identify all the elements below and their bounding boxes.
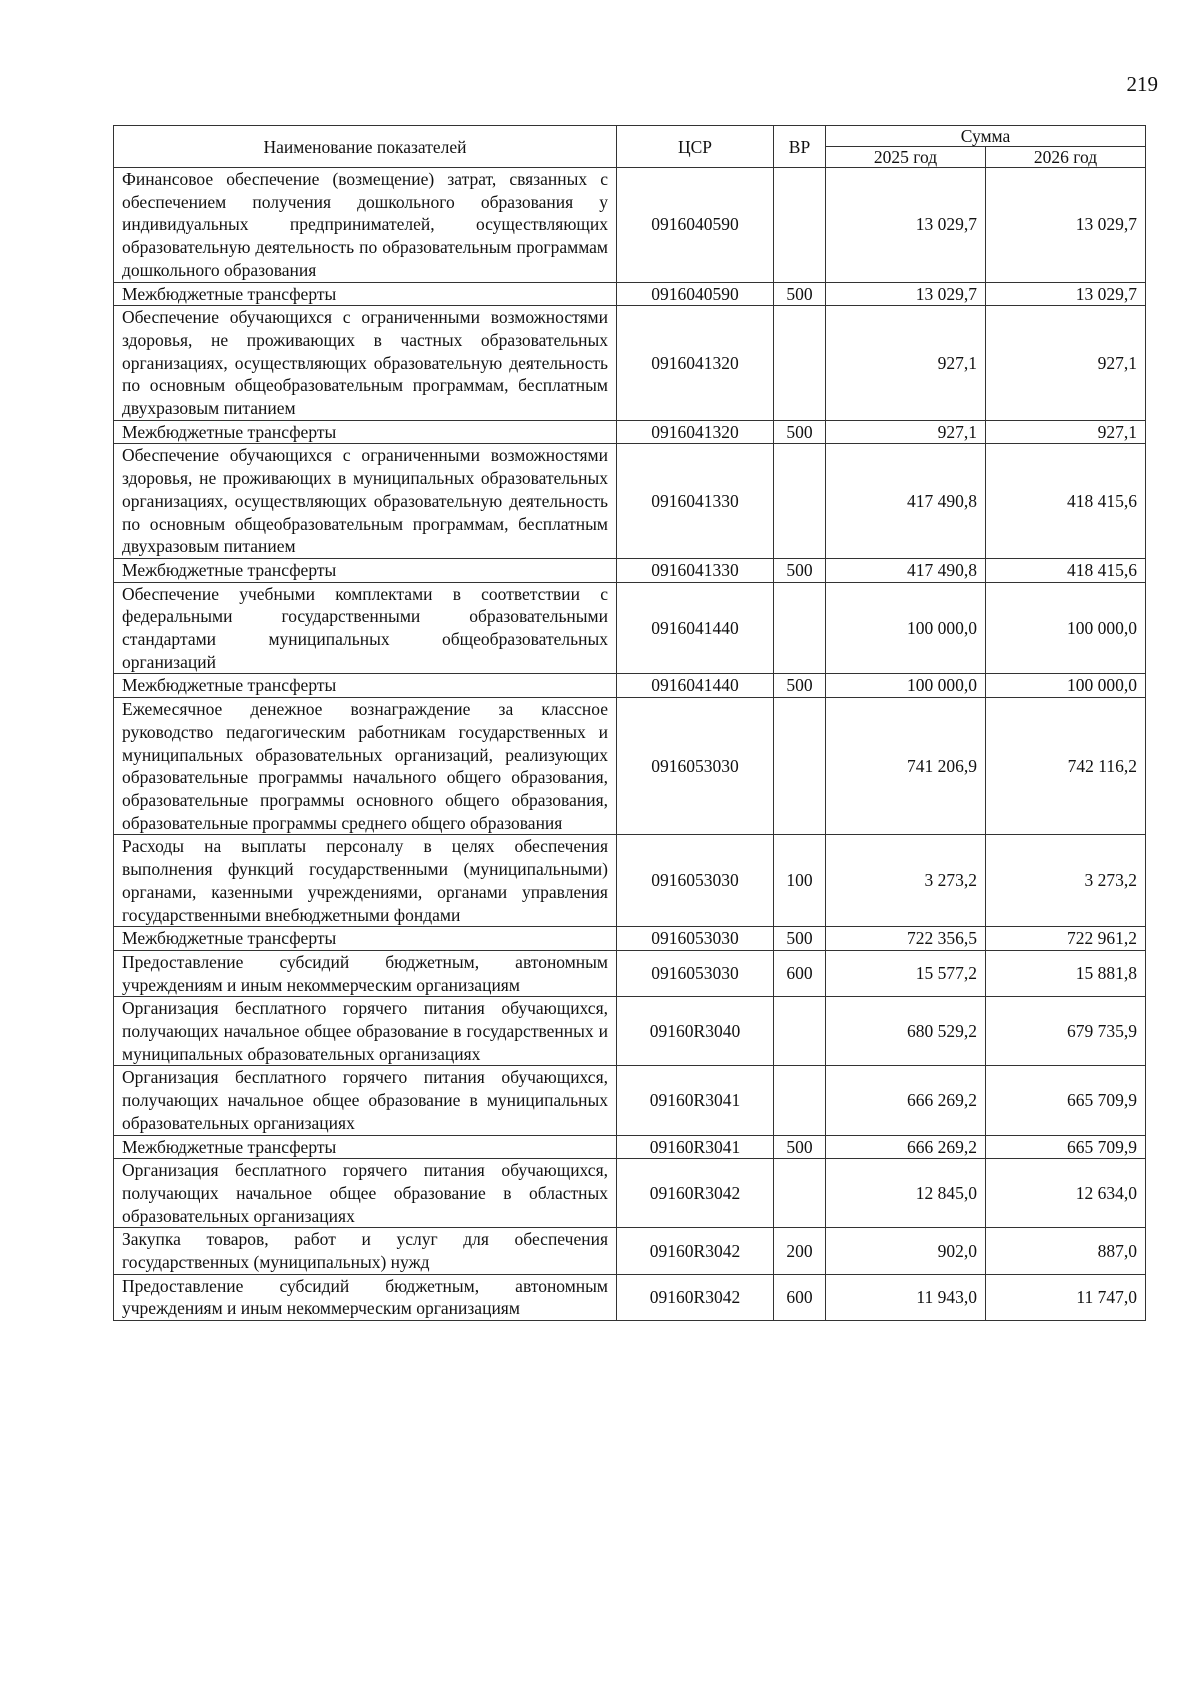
page-number: 219 xyxy=(1126,72,1158,96)
row-vr: 500 xyxy=(774,558,826,582)
row-csr: 0916040590 xyxy=(617,168,774,283)
row-name: Расходы на выплаты персоналу в целях обеспечения выполнения функций государственными (муниципальными) органами, казенными учреждениями, органами управления государственными внебюджетными фондами xyxy=(114,835,617,927)
row-name: Обеспечение обучающихся с ограниченными возможностями здоровья, не проживающих в частных образовательных организациях, осуществляющих образовательную деятельность по основным общеобразовательным программам, бесплатным двухразовым питанием xyxy=(114,306,617,421)
row-sum-2026: 927,1 xyxy=(986,306,1146,421)
row-sum-2025: 13 029,7 xyxy=(826,282,986,306)
row-sum-2025: 722 356,5 xyxy=(826,927,986,951)
row-sum-2025: 13 029,7 xyxy=(826,168,986,283)
budget-table xyxy=(113,125,1146,1321)
row-sum-2026: 887,0 xyxy=(986,1228,1146,1274)
row-name: Обеспечение обучающихся с ограниченными возможностями здоровья, не проживающих в муниципальных образовательных организациях, осуществляющих образовательную деятельность по основным общеобразовательным программам, бесплатным двухразовым питанием xyxy=(114,444,617,559)
row-name: Межбюджетные трансферты xyxy=(114,420,617,444)
row-name: Межбюджетные трансферты xyxy=(114,1135,617,1159)
row-csr: 0916053030 xyxy=(617,950,774,996)
row-csr: 0916040590 xyxy=(617,282,774,306)
row-name: Межбюджетные трансферты xyxy=(114,674,617,698)
row-sum-2025: 417 490,8 xyxy=(826,444,986,559)
row-sum-2025: 666 269,2 xyxy=(826,1135,986,1159)
row-csr: 0916041320 xyxy=(617,306,774,421)
table-row xyxy=(114,1274,1146,1320)
header-name: Наименование показателей xyxy=(114,126,617,168)
header-csr: ЦСР xyxy=(617,126,774,168)
row-vr: 200 xyxy=(774,1228,826,1274)
row-sum-2025: 100 000,0 xyxy=(826,674,986,698)
row-vr xyxy=(774,306,826,421)
row-sum-2026: 11 747,0 xyxy=(986,1274,1146,1320)
row-csr: 09160R3041 xyxy=(617,1135,774,1159)
row-csr: 09160R3041 xyxy=(617,1066,774,1135)
table-row xyxy=(114,420,1146,444)
table-row xyxy=(114,1159,1146,1228)
row-sum-2025: 12 845,0 xyxy=(826,1159,986,1228)
row-vr xyxy=(774,698,826,835)
row-name: Обеспечение учебными комплектами в соответствии с федеральными государственными образовательными стандартами муниципальных общеобразовательных организаций xyxy=(114,582,617,674)
row-sum-2025: 15 577,2 xyxy=(826,950,986,996)
table-row xyxy=(114,1228,1146,1274)
row-sum-2026: 927,1 xyxy=(986,420,1146,444)
row-csr: 0916041330 xyxy=(617,558,774,582)
table-row xyxy=(114,282,1146,306)
table-row xyxy=(114,927,1146,951)
row-vr: 500 xyxy=(774,674,826,698)
row-name: Межбюджетные трансферты xyxy=(114,282,617,306)
row-vr: 600 xyxy=(774,1274,826,1320)
table-row xyxy=(114,1135,1146,1159)
row-vr: 500 xyxy=(774,927,826,951)
row-sum-2025: 927,1 xyxy=(826,306,986,421)
row-csr: 09160R3042 xyxy=(617,1274,774,1320)
row-csr: 0916053030 xyxy=(617,835,774,927)
table-row xyxy=(114,306,1146,421)
row-sum-2026: 679 735,9 xyxy=(986,997,1146,1066)
header-vr: ВР xyxy=(774,126,826,168)
row-csr: 0916041330 xyxy=(617,444,774,559)
row-vr xyxy=(774,444,826,559)
row-vr xyxy=(774,1159,826,1228)
table-row xyxy=(114,698,1146,835)
row-name: Предоставление субсидий бюджетным, автономным учреждениям и иным некоммерческим организациям xyxy=(114,950,617,996)
table-row xyxy=(114,835,1146,927)
row-sum-2026: 12 634,0 xyxy=(986,1159,1146,1228)
row-sum-2025: 680 529,2 xyxy=(826,997,986,1066)
row-sum-2026: 100 000,0 xyxy=(986,674,1146,698)
table-row xyxy=(114,997,1146,1066)
row-sum-2025: 666 269,2 xyxy=(826,1066,986,1135)
row-sum-2026: 418 415,6 xyxy=(986,444,1146,559)
table-row xyxy=(114,444,1146,559)
table-row xyxy=(114,1066,1146,1135)
row-vr xyxy=(774,1066,826,1135)
row-name: Межбюджетные трансферты xyxy=(114,558,617,582)
row-sum-2026: 100 000,0 xyxy=(986,582,1146,674)
row-sum-2026: 15 881,8 xyxy=(986,950,1146,996)
row-vr: 600 xyxy=(774,950,826,996)
row-vr: 500 xyxy=(774,420,826,444)
row-name: Финансовое обеспечение (возмещение) затрат, связанных с обеспечением получения дошкольного образования у индивидуальных предпринимателей, осуществляющих образовательную деятельность по образовательным программам дошкольного образования xyxy=(114,168,617,283)
row-name: Организация бесплатного горячего питания обучающихся, получающих начальное общее образование в государственных и муниципальных образовательных организациях xyxy=(114,997,617,1066)
row-vr: 500 xyxy=(774,1135,826,1159)
row-name: Предоставление субсидий бюджетным, автономным учреждениям и иным некоммерческим организациям xyxy=(114,1274,617,1320)
row-sum-2025: 100 000,0 xyxy=(826,582,986,674)
row-vr xyxy=(774,997,826,1066)
row-sum-2025: 3 273,2 xyxy=(826,835,986,927)
row-csr: 09160R3040 xyxy=(617,997,774,1066)
row-sum-2025: 11 943,0 xyxy=(826,1274,986,1320)
row-csr: 0916053030 xyxy=(617,698,774,835)
row-sum-2026: 418 415,6 xyxy=(986,558,1146,582)
header-year-2025: 2025 год xyxy=(826,147,986,168)
row-sum-2026: 13 029,7 xyxy=(986,168,1146,283)
row-name: Закупка товаров, работ и услуг для обеспечения государственных (муниципальных) нужд xyxy=(114,1228,617,1274)
table-row xyxy=(114,674,1146,698)
row-name: Организация бесплатного горячего питания обучающихся, получающих начальное общее образование в областных образовательных организациях xyxy=(114,1159,617,1228)
row-csr: 09160R3042 xyxy=(617,1228,774,1274)
row-sum-2026: 3 273,2 xyxy=(986,835,1146,927)
row-csr: 09160R3042 xyxy=(617,1159,774,1228)
header-sum: Сумма xyxy=(826,126,1146,147)
row-name: Ежемесячное денежное вознаграждение за классное руководство педагогическим работникам государственных и муниципальных образовательных организаций, реализующих образовательные программы начального общего образования, образовательные программы основного общего образования, образовательные программы среднего общего образования xyxy=(114,698,617,835)
row-vr: 500 xyxy=(774,282,826,306)
row-sum-2026: 722 961,2 xyxy=(986,927,1146,951)
table-row xyxy=(114,168,1146,283)
table-body xyxy=(114,168,1146,1321)
table-row xyxy=(114,950,1146,996)
row-csr: 0916041320 xyxy=(617,420,774,444)
row-sum-2026: 665 709,9 xyxy=(986,1135,1146,1159)
row-csr: 0916041440 xyxy=(617,674,774,698)
header-year-2026: 2026 год xyxy=(986,147,1146,168)
row-name: Организация бесплатного горячего питания обучающихся, получающих начальное общее образование в муниципальных образовательных организациях xyxy=(114,1066,617,1135)
row-sum-2026: 742 116,2 xyxy=(986,698,1146,835)
row-vr: 100 xyxy=(774,835,826,927)
row-sum-2025: 927,1 xyxy=(826,420,986,444)
row-vr xyxy=(774,582,826,674)
row-name: Межбюджетные трансферты xyxy=(114,927,617,951)
row-sum-2026: 665 709,9 xyxy=(986,1066,1146,1135)
row-sum-2025: 902,0 xyxy=(826,1228,986,1274)
table-row xyxy=(114,582,1146,674)
table-row xyxy=(114,558,1146,582)
row-csr: 0916053030 xyxy=(617,927,774,951)
row-sum-2026: 13 029,7 xyxy=(986,282,1146,306)
row-sum-2025: 741 206,9 xyxy=(826,698,986,835)
row-sum-2025: 417 490,8 xyxy=(826,558,986,582)
row-vr xyxy=(774,168,826,283)
table-header xyxy=(114,126,1146,168)
row-csr: 0916041440 xyxy=(617,582,774,674)
